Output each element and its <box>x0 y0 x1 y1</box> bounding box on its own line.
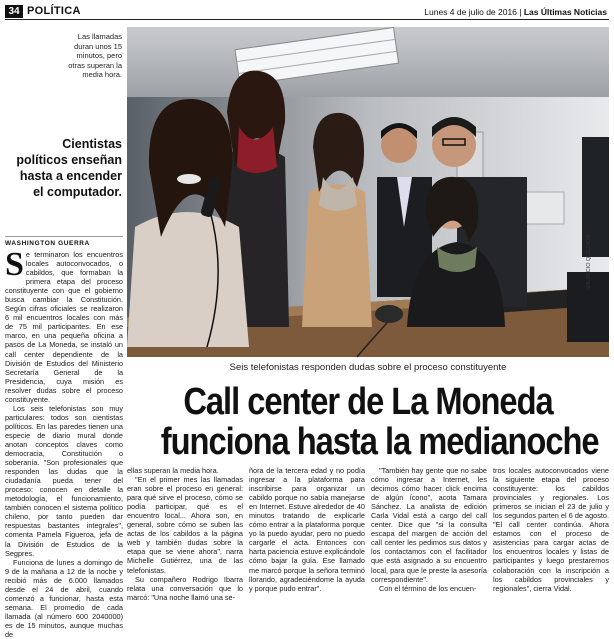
dateline <box>424 6 607 18</box>
article-subhead: Cientistas políticos enseñan hasta a encender el computador. <box>16 137 122 199</box>
newspaper-name: Las Últimas Noticias <box>523 7 607 17</box>
paragraph: e terminaron los encuentros locales autoconvocados, o cabildos, que formaban la primera etapa del proceso constituyente con que el gobierno busca cambiar la Constitución. Según cifras oficiales se realizaron 6 mil encuentros locales con más de 75 mil participantes. En ese marco, en una pequeña oficina a pasos de La Moneda, se instaló un call center dependiente de la División de Estudios del Ministerio Secretaría General de la Presidencia, cuya misión es resolver dudas sobre el proceso constituyente. <box>5 250 123 404</box>
paragraph: Su compañero Rodrigo Ibarra relata una conversación que lo marcó: "Una noche llamó una se- <box>127 574 243 602</box>
issue-date: Lunes 4 de julio de 2016 | <box>424 7 524 17</box>
paragraph: tros locales autoconvocados viene la siguiente etapa del proceso constituyente: los cabildos provinciales y regionales. Los primeros se inician el 23 de julio y los segundos parten el 6 de agosto. "El call center continúa. Ahora estamos con el proceso de asistencias para cargar actas de los encuentros locales y listas de participantes y luego prestaremos colaboración con la inscripción a los cabildos provinciales y regionales", cierra Vidal. <box>493 466 609 593</box>
paragraph: Los seis telefonistas son muy particulares: todos son cientistas políticos. En las paredes tienen una especie de diario mural donde anotan conceptos claves como democracia, Constitución o soberanía. "Son profesionales que responden las dudas que la ciudadanía pueda tener del proceso: conocen en detalle la metodología, el funcionamiento, también conocen el sistema político chileno, por tanto pueden dar respuestas bastantes integrales", comenta Pamela Figueroa, jefa de la División de Estudios de la Segpres. <box>5 403 123 558</box>
paragraph: ñora de la tercera edad y no podía ingresar a la plataforma para inscribirse para organizar un cabildo porque no sabía manejarse en Internet. Estuve alrededor de 40 minutos tratando de explicarle cómo entrar a la plataforma porque yo la puedo ayudar, pero no puedo cargarle el acta. Entonces con harta paciencia estuve explicándole cómo bajar la guía. Ese llamado me marcó porque la señora terminó llorando, agradeciéndome la ayuda y porque pudo entrar". <box>249 466 365 593</box>
section-title: POLÍTICA <box>27 5 81 17</box>
photo-credit: MAURICIO QUEZADA <box>586 234 592 290</box>
dropcap: S <box>5 246 24 283</box>
page-header <box>5 4 609 20</box>
photo-caption: Seis telefonistas responden dudas sobre el proceso constituyente <box>229 362 507 373</box>
paragraph: "En el primer mes las llamadas eran sobre el proceso en general: para qué sirve el proceso, cómo se podía participar, qué es el encuentro local... Ahora son, en general, sobre cómo se suben las actas de los cabildos a la página web y también dudas sobre la etapa que se viene ahora", narra Michelle Gutiérrez, una de las telefonistas. <box>127 475 243 575</box>
article-column-1 <box>5 246 123 639</box>
call-center-photo <box>127 27 609 357</box>
paragraph: Con el término de los encuen- <box>379 583 477 593</box>
byline: WASHINGTON GUERRA <box>5 236 123 247</box>
paragraph: Funciona de lunes a domingo de 9 de la mañana a 12 de la noche y recibió más de 6.000 llamados desde el 24 de abril, cuando comenzó a funcionar, hasta esta semana. El promedio de cada llamada (al número 600 2040000) es de 15 minutos, aunque muchas de <box>5 557 123 639</box>
headline-line-1: Call center de La Moneda <box>183 381 553 423</box>
headline <box>160 381 599 463</box>
paragraph: "También hay gente que no sabe cómo ingresar a Internet, les decimos cómo hacer click encima de algún ícono", acota Tamara Sánchez. La analista de edición Carla Vidal está a cargo del call center. Dice que "si la consulta escapa del margen de acción del call center les pedimos sus datos y los contactamos con el facilitador que está asignado a su encuentro local, para que le preste la asesoría correspondiente". <box>371 466 487 584</box>
article-column-3 <box>249 466 365 604</box>
article-column-5 <box>493 466 609 604</box>
article-photo <box>127 27 609 357</box>
paragraph: ellas superan la media hora. <box>127 466 219 475</box>
top-caption: Las llamadas duran unos 15 minutos, pero otras superan la media hora. <box>68 32 122 79</box>
article-column-2 <box>127 466 243 604</box>
headline-line-2: funciona hasta la medianoche <box>160 421 599 463</box>
page-number: 34 <box>5 5 23 18</box>
article-column-4 <box>371 466 487 604</box>
